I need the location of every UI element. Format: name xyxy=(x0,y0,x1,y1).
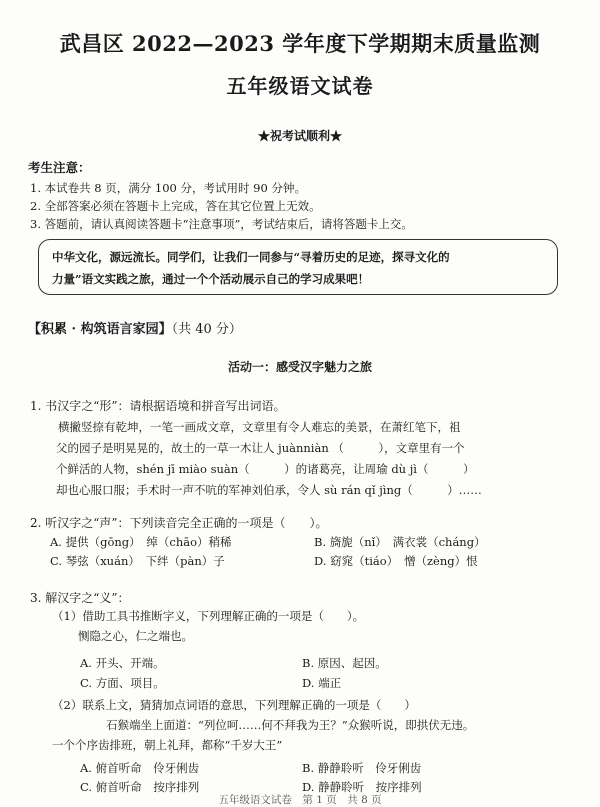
exam-title: 武昌区 2022—2023 学年度下学期期末质量监测 xyxy=(59,31,541,56)
question-3-stem: 3. 解汉字之“义”： xyxy=(30,591,130,605)
intro-line: 力量”语文实践之旅，通过一个个活动展示自己的学习成果吧！ xyxy=(52,272,370,286)
question-3-sub1-option-a: A. 开头、开端。 xyxy=(80,656,165,670)
section-title: 【积累 · 构筑语言家园】 xyxy=(28,322,172,337)
notes-heading: 考生注意： xyxy=(28,160,91,175)
question-3-sub2-option-c: C. 俯首听命 按序排列 xyxy=(80,780,200,794)
question-3-sub1-stem: （1）借助工具书推断字义，下列理解正确的一项是（ ）。 xyxy=(52,609,365,623)
question-3-sub2-stem: （2）联系上文，猜猜加点词语的意思，下列理解正确的一项是（ ） xyxy=(52,698,416,712)
question-1-text-line: 个鲜活的人物，shén jī miào suàn（ ）的诸葛亮，让周瑜 dù jì（ ） xyxy=(56,462,475,476)
intro-line: 中华文化，源远流长。同学们，让我们一同参与“寻着历史的足迹，探寻文化的 xyxy=(52,250,450,264)
question-2-stem: 2. 听汉字之“声”：下列读音完全正确的一项是（ ）。 xyxy=(30,516,328,530)
question-3-sub2-option-d: D. 静静聆听 按序排列 xyxy=(302,780,422,794)
page-footer: 五年级语文试卷 第 1 页 共 8 页 xyxy=(218,794,382,806)
section-heading xyxy=(28,318,242,337)
question-3-sub2-option-a: A. 俯首听命 伶牙俐齿 xyxy=(80,761,200,775)
exam-subtitle: 五年级语文试卷 xyxy=(226,74,374,98)
question-2-option-b: B. 旖旎（nǐ） 满衣裳（cháng） xyxy=(314,535,486,549)
section-score: （共 40 分） xyxy=(171,322,242,337)
question-3-sub2-option-b: B. 静静聆听 伶牙俐齿 xyxy=(302,761,422,775)
question-2-option-a: A. 提供（gōng） 绰（chāo）稍稀 xyxy=(50,535,232,549)
question-3-sub1-option-c: C. 方面、项目。 xyxy=(80,676,165,690)
question-2-option-c: C. 琴弦（xuán） 下绊（pàn）子 xyxy=(50,554,225,568)
note-item: 2. 全部答案必须在答题卡上完成，答在其它位置上无效。 xyxy=(30,199,321,213)
note-item: 1. 本试卷共 8 页，满分 100 分，考试用时 90 分钟。 xyxy=(30,181,306,195)
question-1-text-line: 父的园子是明晃晃的，故土的一草一木让人 juànniàn （ ），文章里有一个 xyxy=(56,441,465,455)
question-2-option-d: D. 窈窕（tiáo） 憎（zèng）恨 xyxy=(314,554,478,568)
question-1-text-line: 却也心服口服；手术时一声不吭的军神刘伯承，令人 sù rán qǐ jìng（ ）…… xyxy=(56,483,482,497)
question-3-sub1-option-d: D. 端正 xyxy=(302,676,342,690)
question-3-sub1-quote: 恻隐之心，仁之端也。 xyxy=(78,629,193,643)
question-1-text-line: 横撇竖捺有乾坤，一笔一画成文章，文章里有令人难忘的美景，在萧红笔下，祖 xyxy=(58,420,461,434)
question-3-sub2-quote: 一个个序齿排班，朝上礼拜，都称“千岁大王” xyxy=(52,738,283,752)
question-1-stem: 1. 书汉字之“形”：请根据语境和拼音写出词语。 xyxy=(30,399,286,413)
blessing-line: ★祝考试顺利★ xyxy=(257,129,342,143)
activity-title: 活动一：感受汉字魅力之旅 xyxy=(227,360,372,374)
note-item: 3. 答题前，请认真阅读答题卡“注意事项”，考试结束后，请将答题卡上交。 xyxy=(30,217,413,231)
question-3-sub1-option-b: B. 原因、起因。 xyxy=(302,656,387,670)
question-3-sub2-quote: 石猴端坐上面道：“列位呵……何不拜我为王？”众猴听说，即拱伏无违。 xyxy=(106,718,475,732)
